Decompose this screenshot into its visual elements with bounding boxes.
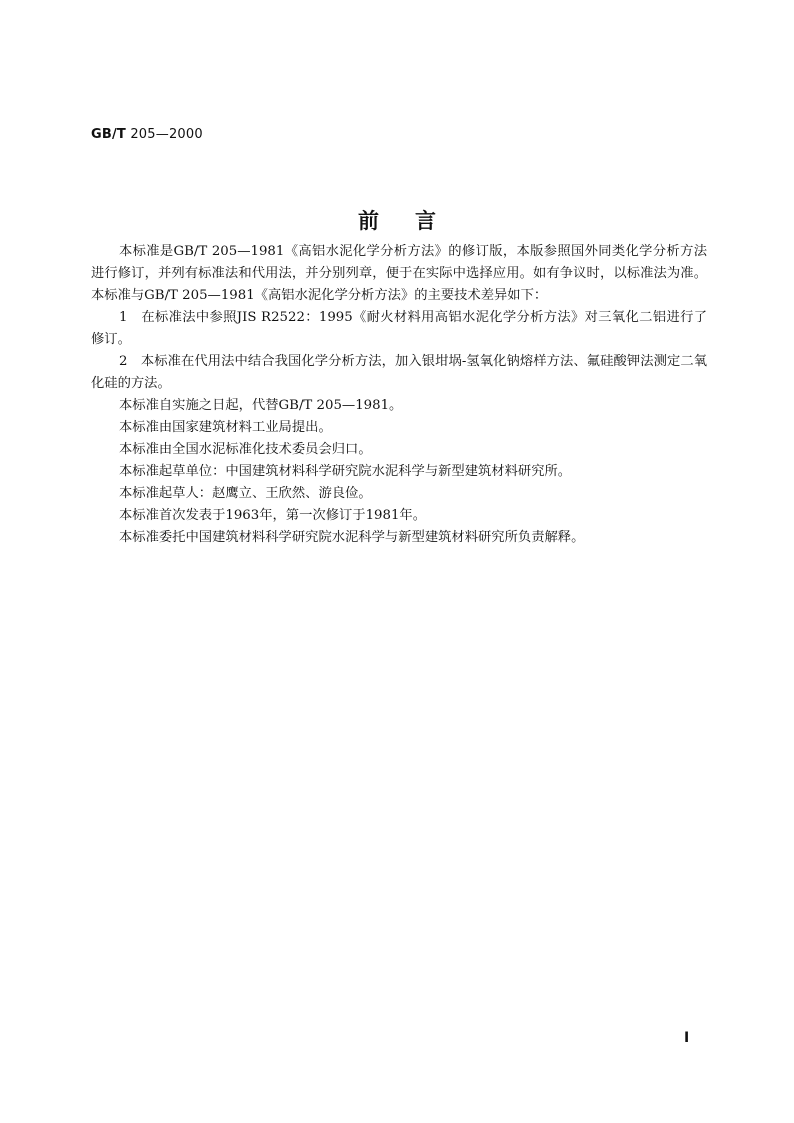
page-title: 前言 [358,209,472,233]
foreword-body [91,241,707,549]
page-number: I [684,1030,690,1046]
paragraph-drafters: 本标准起草人：赵鹰立、王欣然、游良俭。 [119,486,372,501]
paragraph-item-2: 2 本标准在代用法中结合我国化学分析方法，加入银坩埚-氢氧化钠熔样方法、氟硅酸钾法测定二氧化硅的方法。 [91,354,707,391]
standard-prefix: GB/T [91,127,126,142]
paragraph-proposed-by: 本标准由国家建筑材料工业局提出。 [119,420,332,435]
paragraph-intro: 本标准是GB/T 205—1981《高铝水泥化学分析方法》的修订版，本版参照国外同类化学分析方法进行修订，并列有标准法和代用法，并分别列章，便于在实际中选择应用。如有争议时，以标准法为准。本标准与GB/T 205—1981《高铝水泥化学分析方法》的主要技术差异如下： [91,244,707,303]
paragraph-replaces: 本标准自实施之日起，代替GB/T 205—1981。 [119,398,403,413]
paragraph-history: 本标准首次发表于1963年，第一次修订于1981年。 [119,508,427,523]
standard-number: 205—2000 [126,127,203,142]
standard-code-header [91,127,203,142]
paragraph-drafting-unit: 本标准起草单位：中国建筑材料科学研究院水泥科学与新型建筑材料研究所。 [119,464,572,479]
paragraph-interpretation: 本标准委托中国建筑材料科学研究院水泥科学与新型建筑材料研究所负责解释。 [119,530,585,545]
paragraph-centralized-by: 本标准由全国水泥标准化技术委员会归口。 [119,442,372,457]
paragraph-item-1: 1 在标准法中参照JIS R2522：1995《耐火材料用高铝水泥化学分析方法》对三氧化二铝进行了修订。 [91,310,707,347]
